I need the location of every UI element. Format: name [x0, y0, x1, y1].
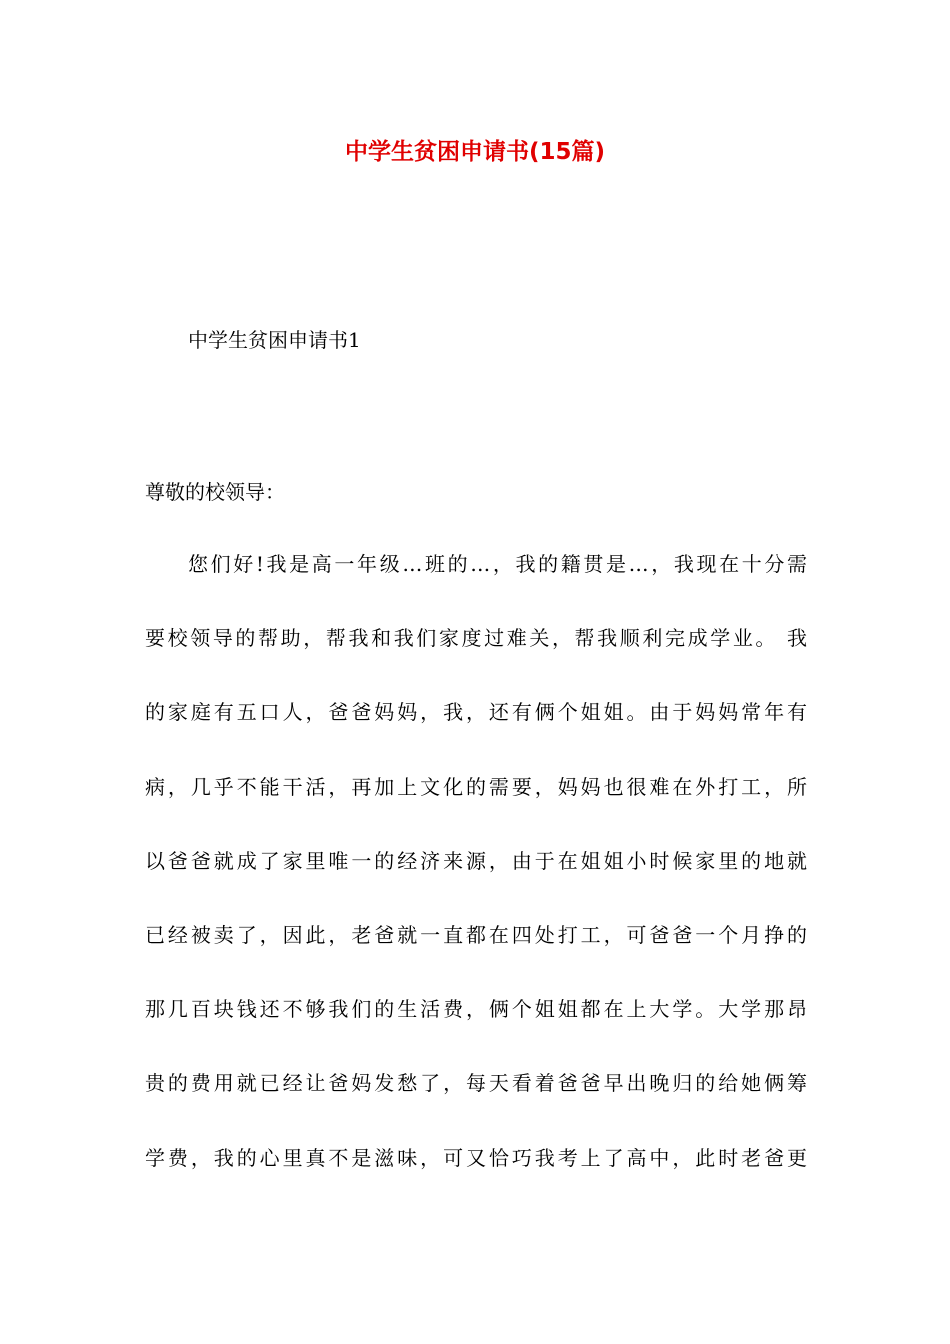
- body-line: 已经被卖了，因此，老爸就一直都在四处打工，可爸爸一个月挣的: [145, 922, 807, 947]
- body-line: 那几百块钱还不够我们的生活费，俩个姐姐都在上大学。大学那昂: [145, 997, 807, 1022]
- section-heading: 中学生贫困申请书1: [188, 328, 361, 352]
- letter-body: [145, 542, 807, 1210]
- document-title: 中学生贫困申请书(15篇): [344, 139, 606, 165]
- body-line: 您们好!我是高一年级…班的…，我的籍贯是…，我现在十分需: [188, 552, 807, 576]
- salutation: 尊敬的校领导：: [145, 480, 285, 504]
- body-line: 要校领导的帮助，帮我和我们家度过难关，帮我顺利完成学业。 我: [145, 626, 807, 651]
- body-line: 的家庭有五口人，爸爸妈妈，我，还有俩个姐姐。由于妈妈常年有: [145, 700, 807, 725]
- body-line: 学费，我的心里真不是滋味，可又恰巧我考上了高中，此时老爸更: [145, 1145, 807, 1170]
- body-line: 以爸爸就成了家里唯一的经济来源，由于在姐姐小时候家里的地就: [145, 848, 807, 873]
- body-line: 病，几乎不能干活，再加上文化的需要，妈妈也很难在外打工，所: [145, 774, 807, 799]
- body-line: 贵的费用就已经让爸妈发愁了，每天看着爸爸早出晚归的给她俩筹: [145, 1071, 807, 1096]
